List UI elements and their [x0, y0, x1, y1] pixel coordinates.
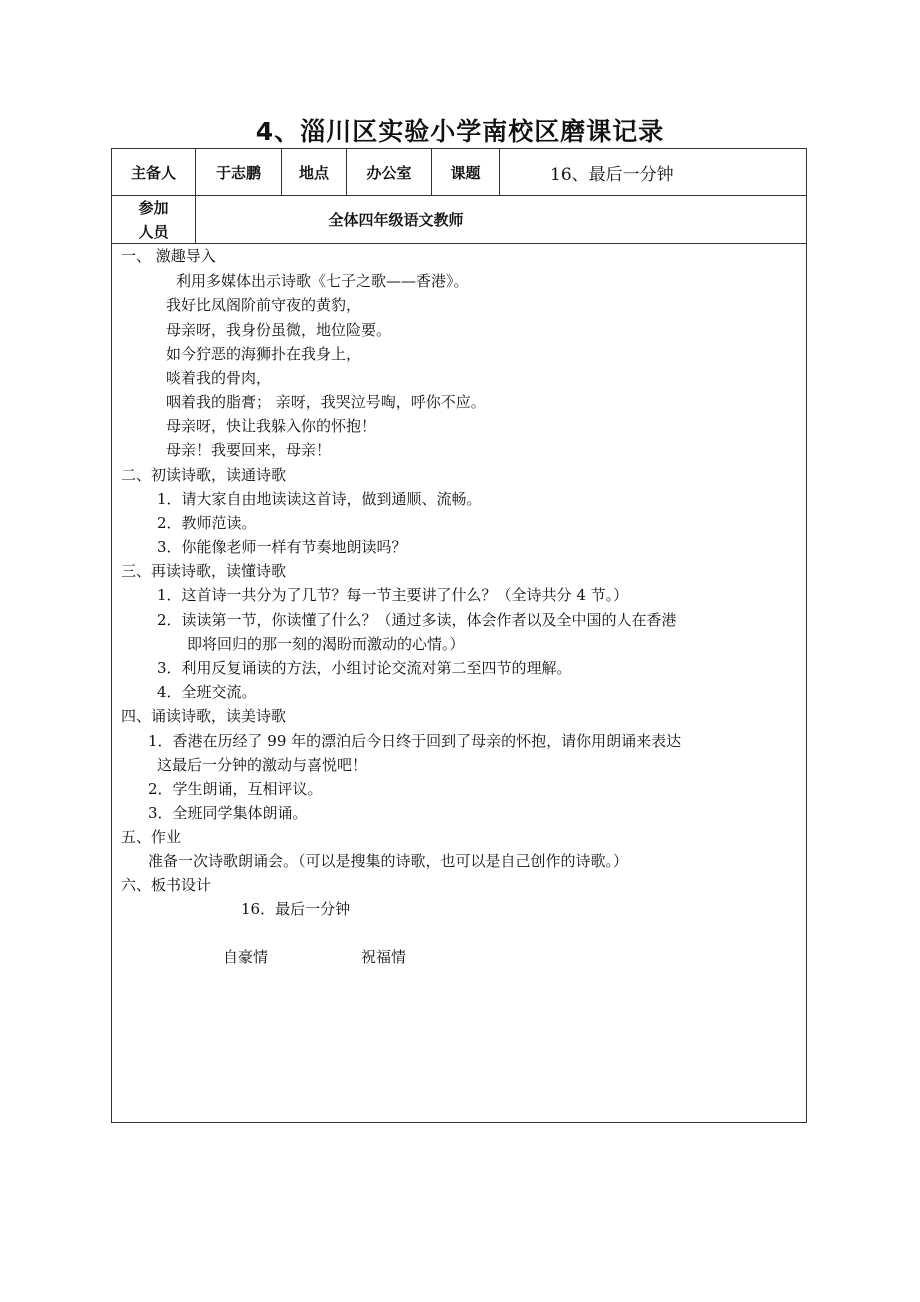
list-item: 3．全班同学集体朗诵。 [148, 804, 308, 822]
board-left: 自豪情 [223, 948, 269, 966]
list-item: 3．利用反复诵读的方法，小组讨论交流对第二至四节的理解。 [157, 659, 572, 677]
poem-line: 母亲呀，快让我躲入你的怀抱！ [166, 417, 377, 435]
list-item: 1．香港在历经了 99 年的漂泊后今日终于回到了母亲的怀抱，请你用朗诵来表达 [148, 732, 682, 750]
location-label: 地点 [298, 163, 329, 182]
list-item-continuation: 即将回归的那一刻的渴盼而激动的心情。） [187, 635, 465, 653]
topic-value: 16、最后一分钟 [550, 164, 674, 185]
list-item: 1．这首诗一共分为了几节？每一节主要讲了什么？（全诗共分 4 节。） [157, 586, 629, 604]
participants-label-line2: 人员 [138, 222, 169, 241]
list-item: 4．全班交流。 [157, 683, 257, 701]
section-heading: 三、再读诗歌，读懂诗歌 [121, 562, 287, 580]
poem-line: 母亲呀，我身份虽微，地位险要。 [166, 321, 392, 339]
participants-value: 全体四年级语文教师 [328, 211, 464, 229]
list-item: 2．读读第一节，你读懂了什么？（通过多读，体会作者以及全中国的人在香港 [157, 611, 677, 629]
list-item: 2．学生朗诵，互相评议。 [148, 780, 323, 798]
list-item: 2．教师范读。 [157, 514, 257, 532]
poem-line: 咽着我的脂膏； 亲呀，我哭泣号啕，呼你不应。 [166, 393, 486, 411]
section-heading: 六、板书设计 [121, 876, 212, 894]
section-heading: 五、作业 [121, 828, 182, 846]
section-heading: 二、初读诗歌，读通诗歌 [121, 466, 287, 484]
poem-line: 我好比凤阁阶前守夜的黄豹， [166, 296, 362, 314]
board-right: 祝福情 [361, 948, 407, 966]
topic-label: 课题 [450, 163, 481, 182]
paragraph: 准备一次诗歌朗诵会。（可以是搜集的诗歌，也可以是自己创作的诗歌。） [148, 852, 629, 870]
preparer-label: 主备人 [130, 163, 176, 182]
preparer-value: 于志鹏 [215, 163, 261, 182]
poem-line: 啖着我的骨肉， [166, 369, 272, 387]
list-item: 1．请大家自由地读读这首诗，做到通顺、流畅。 [157, 490, 482, 508]
section-heading: 一、 激趣导入 [121, 247, 216, 265]
section-heading: 四、诵读诗歌，读美诗歌 [121, 707, 287, 725]
board-title: 16．最后一分钟 [241, 900, 351, 918]
location-value: 办公室 [366, 163, 412, 182]
paragraph: 利用多媒体出示诗歌《七子之歌——香港》。 [176, 272, 469, 290]
poem-line: 母亲！我要回来，母亲！ [166, 441, 332, 459]
list-item: 3．你能像老师一样有节奏地朗读吗？ [157, 538, 407, 556]
poem-line: 如今狞恶的海狮扑在我身上， [166, 345, 362, 363]
participants-label-line1: 参加 [138, 198, 169, 217]
document-title: 4、淄川区实验小学南校区磨课记录 [255, 117, 665, 146]
list-item-continuation: 这最后一分钟的激动与喜悦吧！ [157, 756, 368, 774]
